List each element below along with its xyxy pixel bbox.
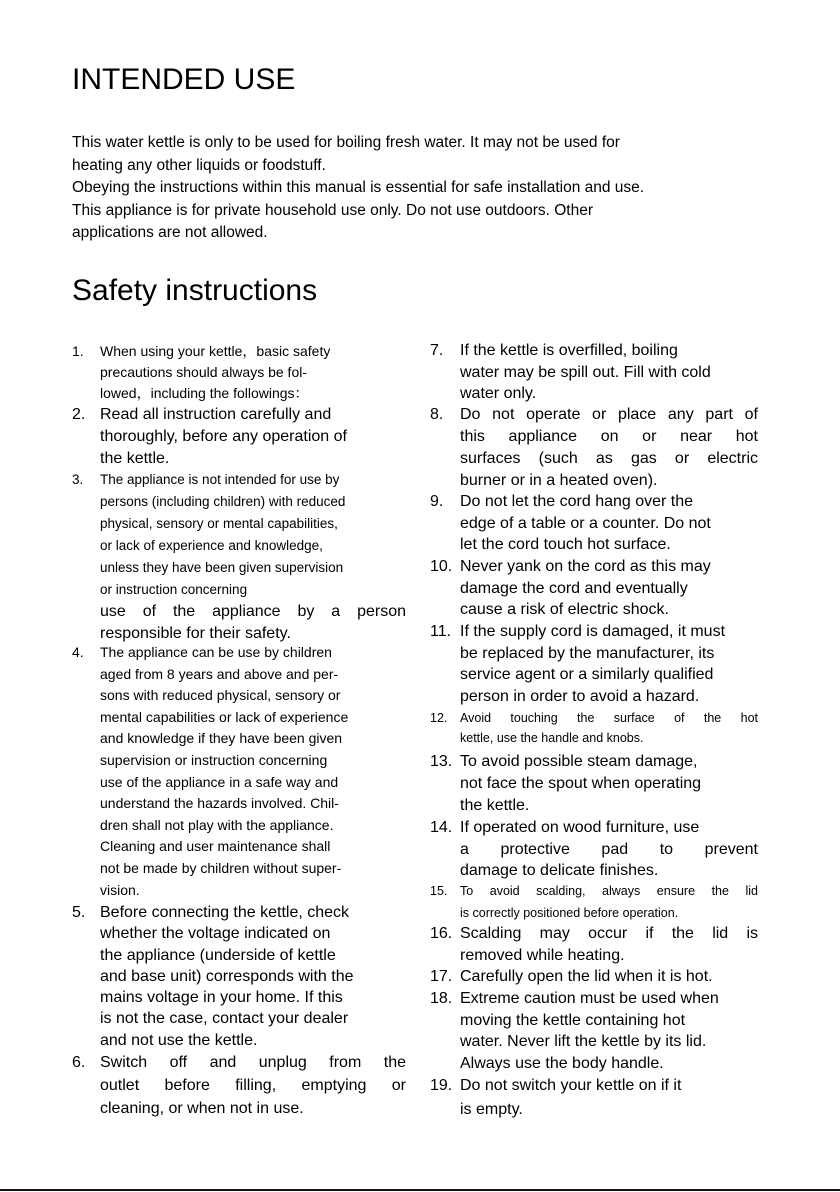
safety-item	[430, 817, 758, 882]
safety-item	[430, 708, 758, 748]
safety-item-line: Scalding may occur if the lid is	[460, 925, 758, 942]
safety-item-line: not face the spout when operating	[460, 775, 702, 792]
safety-item-line: is correctly positioned before operation.	[460, 906, 679, 920]
safety-item-number: 1.	[72, 343, 84, 359]
safety-item-line: To avoid possible steam damage,	[460, 753, 698, 770]
safety-item	[72, 341, 406, 404]
safety-item-line: If the supply cord is damaged, it must	[460, 623, 726, 640]
safety-item-number: 9.	[430, 493, 444, 510]
safety-item-number: 3.	[72, 472, 84, 487]
safety-item	[430, 988, 758, 1075]
safety-item-line: and base unit) corresponds with the	[100, 967, 354, 985]
safety-item-line: aged from 8 years and above and per-	[100, 665, 339, 682]
safety-item-line: is not the case, contact your dealer	[100, 1010, 349, 1028]
safety-item-number: 14.	[430, 819, 453, 836]
safety-item-line: water only.	[460, 385, 537, 402]
safety-item-line: Carefully open the lid when it is hot.	[460, 968, 713, 985]
safety-item-line: Do not operate or place any part of	[460, 406, 758, 423]
safety-item-number: 5.	[72, 904, 86, 921]
safety-item-line: burner or in a heated oven).	[460, 472, 658, 489]
safety-item-line: damage to delicate finishes.	[460, 862, 659, 879]
safety-item-number: 2.	[72, 406, 86, 423]
safety-item	[72, 469, 406, 645]
safety-item-number: 15.	[430, 884, 448, 898]
safety-item-line: If operated on wood furniture, use	[460, 819, 700, 836]
safety-item-line: dren shall not play with the appliance.	[100, 816, 334, 833]
safety-item-line: thoroughly, before any operation of	[100, 428, 347, 445]
safety-item-line: moving the kettle containing hot	[460, 1011, 686, 1029]
safety-item-line: use of the appliance by a person	[100, 603, 406, 620]
intended-use-paragraph	[72, 132, 644, 245]
safety-item-line: water. Never lift the kettle by its lid.	[460, 1033, 707, 1051]
safety-item-line: service agent or a similarly qualified	[460, 666, 714, 684]
safety-item-line: The appliance can be use by children	[100, 644, 332, 660]
safety-item-number: 7.	[430, 342, 444, 359]
safety-item-line: edge of a table or a counter. Do not	[460, 514, 711, 532]
safety-item-line: and knowledge if they have been given	[100, 730, 343, 747]
safety-item	[430, 404, 758, 492]
safety-item	[72, 642, 406, 901]
safety-item	[430, 491, 758, 556]
safety-item-line: is empty.	[460, 1101, 523, 1118]
safety-item	[430, 923, 758, 967]
intended-use-line: Obeying the instructions within this manual is essential for safe installation and use.	[72, 179, 645, 196]
safety-item-line: persons (including children) with reduced	[100, 494, 346, 509]
intended-use-line: heating any other liquids or foodstuff.	[72, 156, 326, 174]
safety-item-line: a protective pad to prevent	[460, 840, 758, 858]
safety-item-line: Read all instruction carefully and	[100, 406, 332, 423]
safety-item-line: mental capabilities or lack of experience	[100, 708, 349, 725]
safety-item-line: the kettle.	[100, 450, 170, 467]
safety-item-line: or instruction concerning	[100, 582, 248, 597]
safety-item-line: Extreme caution must be used when	[460, 990, 719, 1007]
safety-item-line: use of the appliance in a safe way and	[100, 773, 339, 790]
safety-item-number: 19.	[430, 1077, 453, 1094]
safety-item-line: cleaning, or when not in use.	[100, 1100, 304, 1117]
intended-use-line: This appliance is for private household use only. Do not use outdoors. Other	[72, 201, 593, 219]
safety-item	[430, 621, 758, 708]
safety-item-number: 6.	[72, 1054, 86, 1071]
safety-item-number: 17.	[430, 968, 453, 985]
safety-item-line: this appliance on or near hot	[460, 428, 758, 445]
safety-item-number: 11.	[430, 623, 452, 640]
safety-item-line: Cleaning and user maintenance shall	[100, 838, 331, 855]
safety-item	[72, 902, 406, 1051]
safety-item	[430, 1074, 758, 1122]
safety-item-number: 12.	[430, 711, 448, 725]
safety-item-line: Do not let the cord hang over the	[460, 493, 694, 510]
safety-item	[430, 751, 758, 817]
safety-item-line: and not use the kettle.	[100, 1031, 258, 1049]
safety-item-line: mains voltage in your home. If this	[100, 989, 343, 1007]
safety-item-line: surfaces (such as gas or electric	[460, 450, 758, 467]
safety-item-number: 10.	[430, 558, 453, 575]
safety-item-line: damage the cord and eventually	[460, 579, 688, 597]
safety-item-line: Avoid touching the surface of the hot	[460, 711, 758, 725]
intended-use-line: applications are not allowed.	[72, 224, 268, 241]
safety-item	[72, 404, 406, 470]
safety-item-line: lowed，including the followings：	[100, 385, 309, 401]
safety-item-number: 4.	[72, 644, 84, 660]
safety-item-line: removed while heating.	[460, 947, 625, 964]
safety-item-line: understand the hazards involved. Chil-	[100, 795, 339, 812]
safety-item-line: let the cord touch hot surface.	[460, 536, 671, 553]
safety-item-line: the kettle.	[460, 797, 530, 814]
safety-item-line: vision.	[100, 881, 140, 898]
safety-item-line: To avoid scalding, always ensure the lid	[460, 884, 758, 898]
safety-item-line: unless they have been given supervision	[100, 560, 344, 575]
safety-item	[430, 556, 758, 621]
safety-item-line: cause a risk of electric shock.	[460, 601, 669, 618]
safety-item-line: water may be spill out. Fill with cold	[460, 363, 711, 381]
safety-item-line: Always use the body handle.	[460, 1055, 664, 1073]
safety-item	[430, 966, 758, 988]
safety-item-number: 18.	[430, 990, 453, 1007]
safety-item-line: outlet before filling, emptying or	[100, 1077, 406, 1094]
safety-item-line: Never yank on the cord as this may	[460, 558, 711, 575]
safety-item-line: Before connecting the kettle, check	[100, 904, 350, 921]
safety-item	[72, 1051, 406, 1120]
safety-item	[430, 340, 758, 405]
intended-use-heading: INTENDED USE	[72, 63, 296, 96]
safety-item-line: supervision or instruction concerning	[100, 751, 328, 768]
safety-item-line: be replaced by the manufacturer, its	[460, 644, 715, 662]
safety-item-line: precautions should always be fol-	[100, 364, 308, 380]
safety-item	[430, 880, 758, 924]
safety-item-line: Switch off and unplug from the	[100, 1054, 406, 1071]
safety-item-line: responsible for their safety.	[100, 625, 291, 642]
safety-item-line: When using your kettle，basic safety	[100, 343, 331, 359]
safety-item-number: 8.	[430, 406, 444, 423]
safety-item-number: 13.	[430, 753, 453, 770]
safety-item-line: If the kettle is overfilled, boiling	[460, 342, 678, 359]
safety-item-line: Do not switch your kettle on if it	[460, 1077, 682, 1094]
safety-item-number: 16.	[430, 925, 453, 942]
safety-item-line: The appliance is not intended for use by	[100, 472, 340, 487]
safety-item-line: physical, sensory or mental capabilities,	[100, 516, 338, 531]
intended-use-line: This water kettle is only to be used for boiling fresh water. It may not be used for	[72, 134, 620, 151]
safety-instructions-heading: Safety instructions	[72, 274, 318, 307]
page-bottom-rule	[0, 1189, 840, 1191]
safety-item-line: kettle, use the handle and knobs.	[460, 731, 644, 745]
safety-item-line: the appliance (underside of kettle	[100, 946, 336, 964]
safety-item-line: not be made by children without super-	[100, 859, 342, 876]
safety-item-line: sons with reduced physical, sensory or	[100, 687, 341, 704]
safety-item-line: person in order to avoid a hazard.	[460, 688, 700, 706]
safety-item-line: whether the voltage indicated on	[100, 925, 331, 943]
safety-item-line: or lack of experience and knowledge,	[100, 538, 323, 553]
